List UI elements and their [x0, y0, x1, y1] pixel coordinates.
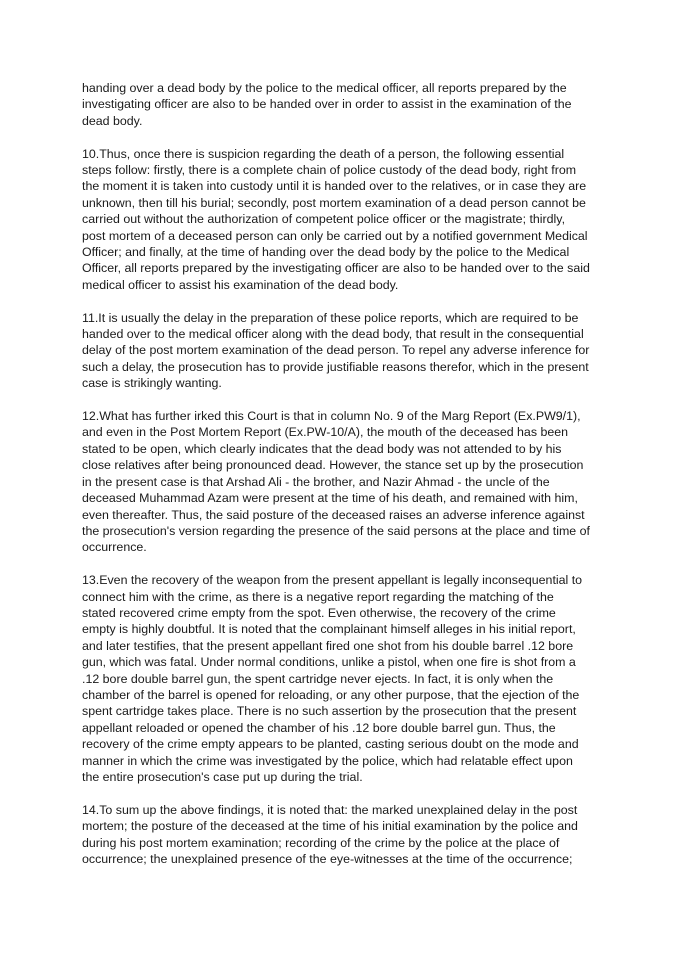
- paragraph-continuation: handing over a dead body by the police to the medical officer, all reports prepared by the investigating officer are also to be handed over in order to assist in the examination of the dead body.: [82, 81, 572, 128]
- paragraph-14: 14.To sum up the above findings, it is noted that: the marked unexplained delay in the post mortem; the posture of the deceased at the time of his initial examination by the police and during his post mortem examination; recording of the crime by the police at the place of occurrence; the unexplained presence of the eye-witnesses at the time of the occurrence;: [82, 802, 578, 867]
- document-body: [82, 80, 602, 884]
- paragraph-10: 10.Thus, once there is suspicion regarding the death of a person, the following essential steps follow: firstly, there is a complete chain of police custody of the dead body, right from the moment it is taken into custody until it is handed over to the relatives, or in case they are unknown, then till his burial; secondly, post mortem examination of a dead person cannot be carried out without the authorization of competent police officer or the magistrate; thirdly, post mortem of a deceased person can only be carried out by a notified government Medical Officer; and finally, at the time of handing over the dead body by the police to the Medical Officer, all reports prepared by the investigating officer are also to be handed over to the said medical officer to assist his examination of the dead body.: [82, 146, 590, 292]
- paragraph-12: 12.What has further irked this Court is that in column No. 9 of the Marg Report (Ex.PW9/1), and even in the Post Mortem Report (Ex.PW-10/A), the mouth of the deceased has been stated to be open, which clearly indicates that the dead body was not attended to by his close relatives after being pronounced dead. However, the stance set up by the prosecution in the present case is that Arshad Ali - the brother, and Nazir Ahmad - the uncle of the deceased Muhammad Azam were present at the time of his death, and remained with him, even thereafter. Thus, the said posture of the deceased raises an adverse inference against the prosecution's version regarding the presence of the said persons at the place and time of occurrence.: [82, 409, 590, 555]
- paragraph-13: 13.Even the recovery of the weapon from the present appellant is legally inconsequential to connect him with the crime, as there is a negative report regarding the matching of the stated recovered crime empty from the spot. Even otherwise, the recovery of the crime empty is highly doubtful. It is noted that the complainant himself alleges in his initial report, and later testifies, that the present appellant fired one shot from his double barrel .12 bore gun, which was fatal. Under normal conditions, unlike a pistol, when one fire is shot from a .12 bore double barrel gun, the spent cartridge never ejects. In fact, it is only when the chamber of the barrel is opened for reloading, or any other purpose, that the ejection of the spent cartridge takes place. There is no such assertion by the prosecution that the present appellant reloaded or opened the chamber of his .12 bore double barrel gun. Thus, the recovery of the crime empty appears to be planted, casting serious doubt on the mode and manner in which the crime was investigated by the police, which had relatable effect upon the entire prosecution's case put up during the trial.: [82, 573, 583, 784]
- paragraph-11: 11.It is usually the delay in the preparation of these police reports, which are required to be handed over to the medical officer along with the dead body, that result in the consequential delay of the post mortem examination of the dead person. To repel any adverse inference for such a delay, the prosecution has to provide justifiable reasons therefor, which in the present case is strikingly wanting.: [82, 310, 590, 391]
